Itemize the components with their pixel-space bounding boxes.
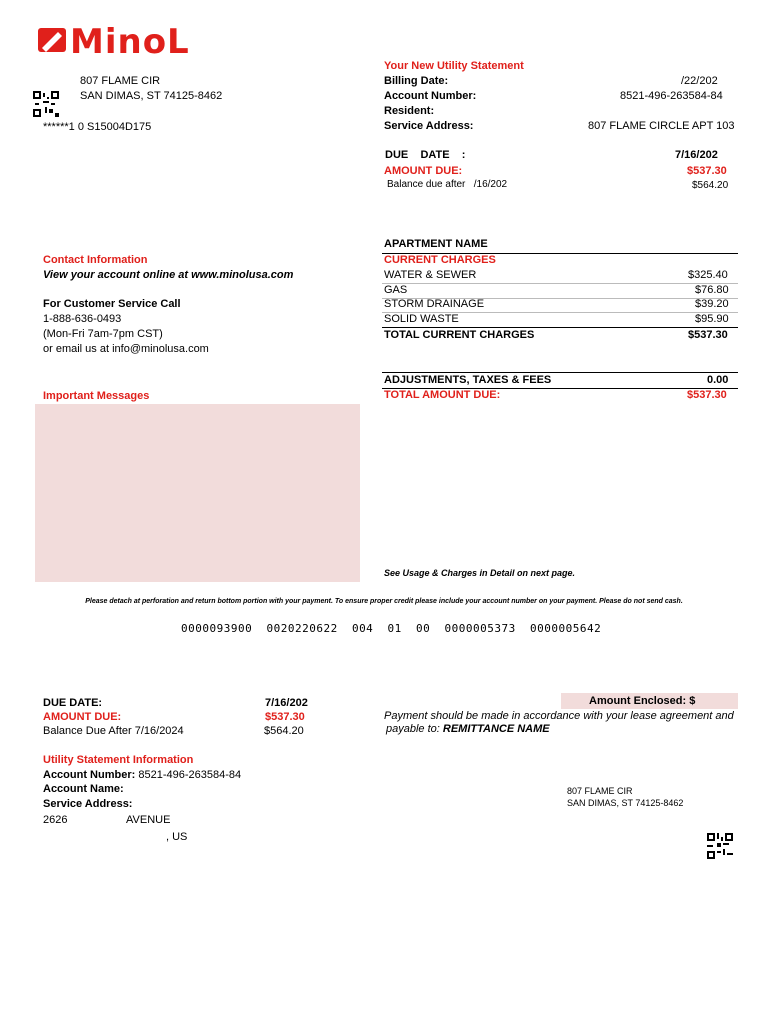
statement-title: Your New Utility Statement [384,60,524,72]
remit-address-line1: 807 FLAME CIR [567,786,633,796]
amount-due-label: AMOUNT DUE: [384,165,463,177]
logo-wordmark: MinoL [70,22,190,62]
remittance-name: REMITTANCE NAME [442,723,550,735]
divider [382,327,738,328]
balance-after-label: Balance due after /16/202 [387,179,508,190]
qr-code-icon [33,91,59,117]
service-address-label: Service Address: [384,120,474,132]
stub-account-number-label: Account Number: [43,769,136,781]
stub-due-date-label: DUE DATE: [43,697,103,709]
total-amount-due-label: TOTAL AMOUNT DUE: [384,389,501,401]
contact-hours: (Mon-Fri 7am-7pm CST) [43,328,163,340]
charge-item-amount: $76.80 [695,284,729,296]
billing-date-value: /22/202 [681,75,718,87]
amount-enclosed-label: Amount Enclosed: $ [589,695,696,707]
apartment-name-label: APARTMENT NAME [384,238,488,250]
stub-amount-due-value: $537.30 [265,711,305,723]
total-current-charges-label: TOTAL CURRENT CHARGES [384,329,535,341]
stub-balance-after-label: Balance Due After 7/16/2024 [43,725,184,737]
billing-date-label: Billing Date: [384,75,449,87]
contact-phone: 1-888-636-0493 [43,313,122,325]
divider [382,283,738,284]
amount-due-value: $537.30 [687,165,727,177]
stub-account-number [43,769,241,781]
stub-balance-after-value: $564.20 [264,725,304,737]
divider [382,372,738,373]
account-number-value: 8521-496-263584-84 [620,90,723,102]
contact-heading: Contact Information [43,254,148,266]
balance-after-value: $564.20 [692,180,729,191]
resident-label: Resident: [384,105,435,117]
adjustments-label: ADJUSTMENTS, TAXES & FEES [384,374,552,386]
charge-item-amount: $95.90 [695,313,729,325]
service-address-value: 807 FLAME CIRCLE APT 103 [588,120,735,132]
charge-item-label: GAS [384,284,408,296]
ocr-scanline: 0000093900 0020220622 004 01 00 0000005373 0000005642 [181,622,602,635]
total-amount-due-value: $537.30 [687,389,727,401]
remit-address-line2: SAN DIMAS, ST 74125-8462 [567,798,684,808]
charge-item-label: WATER & SEWER [384,269,477,281]
payment-note-line1: Payment should be made in accordance with your lease agreement and [384,710,734,722]
charge-item-amount: $325.40 [688,269,728,281]
utility-info-heading: Utility Statement Information [43,754,194,766]
qr-code-icon [707,833,733,859]
charge-item-label: SOLID WASTE [384,313,459,325]
important-messages-box [35,404,360,582]
payment-note-prefix: payable to: [386,723,443,735]
recipient-code: ******1 0 S15004D175 [43,121,152,133]
customer-service-heading: For Customer Service Call [43,298,181,310]
stub-address-number: 2626 [43,814,68,826]
contact-online: View your account online at www.minolusa.com [43,269,294,281]
due-date-value: 7/16/202 [675,149,718,161]
adjustments-value: 0.00 [707,374,729,386]
contact-email: or email us at info@minolusa.com [43,343,209,355]
due-date-label: DUE DATE : [385,149,466,161]
recipient-address-line2: SAN DIMAS, ST 74125-8462 [80,90,223,102]
recipient-address-line1: 807 FLAME CIR [80,75,161,87]
stub-address-country: , US [166,831,188,843]
amount-enclosed-field[interactable] [561,693,738,709]
current-charges-heading: CURRENT CHARGES [384,254,496,266]
stub-account-name-label: Account Name: [43,783,124,795]
stub-account-number-value: 8521-496-263584-84 [138,769,242,781]
stub-amount-due-label: AMOUNT DUE: [43,711,122,723]
payment-note-line2 [386,723,550,735]
stub-service-address-label: Service Address: [43,798,133,810]
usage-note: See Usage & Charges in Detail on next page. [384,568,576,578]
charge-item-label: STORM DRAINAGE [384,298,485,310]
stub-address-street: AVENUE [126,814,171,826]
detach-note: Please detach at perforation and return bottom portion with your payment. To ensure proper credit please include your account number on your payment. Please do not send cash. [85,598,683,605]
stub-due-date-value: 7/16/202 [265,697,308,709]
important-messages-heading: Important Messages [43,390,150,402]
logo-mark-icon [38,28,66,52]
account-number-label: Account Number: [384,90,477,102]
total-current-charges-value: $537.30 [688,329,728,341]
charge-item-amount: $39.20 [695,298,729,310]
